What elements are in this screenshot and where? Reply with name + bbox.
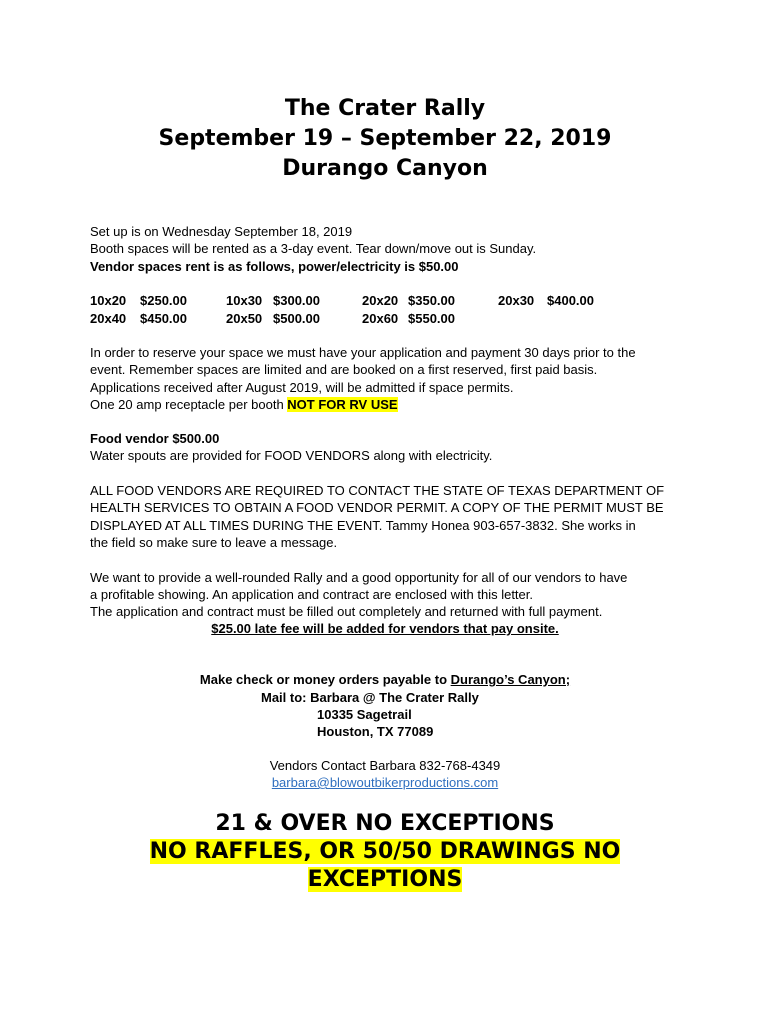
price-value: $450.00: [140, 311, 187, 326]
event-title: The Crater Rally: [284, 96, 486, 121]
price-value: $550.00: [408, 311, 455, 326]
receptacle-line: [90, 396, 690, 414]
provide-line-2: a profitable showing. An application and contract are enclosed with this letter.: [90, 587, 533, 602]
raffle-notice-text-1: NO RAFFLES, OR 50/50 DRAWINGS NO: [149, 839, 621, 864]
mail-street: 10335 Sagetrail: [317, 707, 412, 722]
price-row-1: [90, 292, 690, 310]
price-row-2: [90, 310, 690, 328]
booth-text: Booth spaces will be rented as a 3-day event. Tear down/move out is Sunday.: [90, 241, 537, 256]
price-value: $400.00: [547, 293, 594, 308]
provide-line-1: We want to provide a well-rounded Rally and a good opportunity for all of our vendors to have: [90, 570, 628, 585]
event-location: Durango Canyon: [282, 156, 488, 181]
reserve-line-2: event. Remember spaces are limited and are booked on a first reserved, first paid basis.: [90, 362, 598, 377]
provide-line-3: The application and contract must be filled out completely and returned with full payment.: [90, 604, 603, 619]
reserve-line-3: Applications received after August 2019, will be admitted if space permits.: [90, 380, 514, 395]
permit-line-2: HEALTH SERVICES TO OBTAIN A FOOD VENDOR PERMIT. A COPY OF THE PERMIT MUST BE: [90, 500, 664, 515]
permit-line-1: ALL FOOD VENDORS ARE REQUIRED TO CONTACT THE STATE OF TEXAS DEPARTMENT OF: [90, 483, 665, 498]
check-payee: Durango’s Canyon;: [450, 672, 571, 687]
receptacle-text: One 20 amp receptacle per booth: [90, 397, 288, 412]
age-notice: 21 & OVER NO EXCEPTIONS: [215, 811, 555, 836]
vendor-contact: Vendors Contact Barbara 832-768-4349: [269, 758, 501, 773]
mail-to-line: Mail to: Barbara @ The Crater Rally: [261, 690, 479, 705]
price-value: $500.00: [273, 311, 320, 326]
price-size: 20x20: [362, 293, 399, 308]
mail-city: Houston, TX 77089: [317, 724, 434, 739]
vendor-rent-text: Vendor spaces rent is as follows, power/electricity is $50.00: [90, 259, 459, 274]
reserve-line-1: In order to reserve your space we must have your application and payment 30 days prior to the: [90, 345, 636, 360]
setup-text: Set up is on Wednesday September 18, 2019: [90, 224, 353, 239]
price-size: 20x30: [498, 293, 535, 308]
price-size: 20x50: [226, 311, 263, 326]
price-size: 20x40: [90, 311, 127, 326]
raffle-notice-line-1: [0, 838, 770, 866]
price-size: 10x20: [90, 293, 127, 308]
price-value: $250.00: [140, 293, 187, 308]
event-dates: September 19 – September 22, 2019: [158, 126, 612, 151]
price-size: 20x60: [362, 311, 399, 326]
raffle-notice-line-2: [0, 866, 770, 894]
not-for-rv-highlight: NOT FOR RV USE: [287, 397, 398, 412]
food-vendor-heading: Food vendor $500.00: [90, 431, 220, 446]
water-text: Water spouts are provided for FOOD VENDORS along with electricity.: [90, 448, 493, 463]
contact-email-line: [0, 774, 770, 792]
price-value: $300.00: [273, 293, 320, 308]
check-payable-line: [0, 671, 770, 689]
price-size: 10x30: [226, 293, 263, 308]
raffle-notice-text-2: EXCEPTIONS: [307, 867, 463, 892]
late-fee-notice: $25.00 late fee will be added for vendors that pay onsite.: [211, 621, 559, 636]
permit-line-4: the field so make sure to leave a message.: [90, 535, 338, 550]
permit-line-3: DISPLAYED AT ALL TIMES DURING THE EVENT. Tammy Honea 903-657-3832. She works in: [90, 518, 636, 533]
price-value: $350.00: [408, 293, 455, 308]
contact-email-link[interactable]: barbara@blowoutbikerproductions.com: [271, 775, 499, 790]
check-payable-text: Make check or money orders payable to: [199, 672, 451, 687]
